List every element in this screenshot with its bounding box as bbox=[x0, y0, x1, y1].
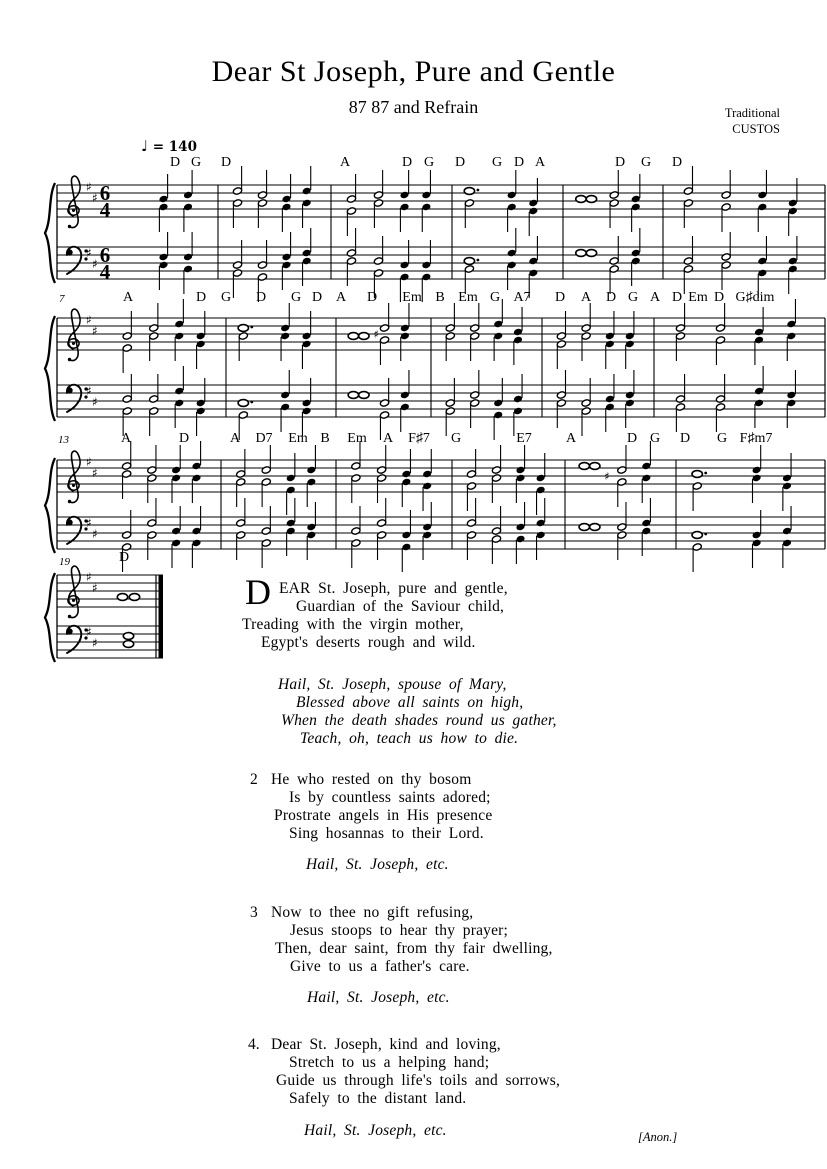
key-signature-sharp: ♯ bbox=[92, 527, 98, 541]
measure-number: 13 bbox=[58, 434, 69, 446]
chord-label: D bbox=[255, 290, 267, 305]
verse2-refrain-ref: Hail, St. Joseph, etc. bbox=[306, 856, 449, 873]
verse2-line: Is by countless saints adored; bbox=[289, 789, 491, 806]
chord-label: G bbox=[627, 290, 639, 305]
chord-label: F♯m7 bbox=[739, 431, 773, 446]
key-signature-sharp: ♯ bbox=[86, 455, 92, 469]
chord-label: A bbox=[534, 155, 546, 170]
verse2-number: 2 bbox=[250, 771, 258, 788]
verse1-line: Guardian of the Saviour child, bbox=[296, 598, 505, 615]
chord-label: D bbox=[626, 431, 638, 446]
chord-label: D bbox=[513, 155, 525, 170]
chord-label: A bbox=[229, 431, 241, 446]
chord-label: A bbox=[565, 431, 577, 446]
chord-label: Em bbox=[458, 290, 478, 305]
verse2-line: Sing hosannas to their Lord. bbox=[289, 825, 484, 842]
verse3-line: Jesus stoops to hear thy prayer; bbox=[290, 922, 509, 939]
key-signature-sharp: ♯ bbox=[86, 384, 92, 398]
treble-clef-icon bbox=[69, 451, 80, 502]
chord-label: D bbox=[401, 155, 413, 170]
quarter-note-icon: ♩ bbox=[141, 137, 149, 155]
chord-label: D bbox=[195, 290, 207, 305]
key-signature-sharp: ♯ bbox=[86, 516, 92, 530]
chord-label: D bbox=[311, 290, 323, 305]
chord-label: B bbox=[435, 290, 445, 305]
treble-clef-icon bbox=[69, 566, 80, 617]
verse1-line: Egypt's deserts rough and wild. bbox=[261, 634, 476, 651]
key-signature-sharp: ♯ bbox=[92, 395, 98, 409]
treble-clef-icon bbox=[69, 309, 80, 360]
key-signature-sharp: ♯ bbox=[86, 180, 92, 194]
key-signature-sharp: ♯ bbox=[92, 466, 98, 480]
chord-label: D bbox=[169, 155, 181, 170]
chord-label: Em bbox=[288, 431, 308, 446]
chord-label: G bbox=[290, 290, 302, 305]
chord-label: A bbox=[339, 155, 351, 170]
verse3-line: Now to thee no gift refusing, bbox=[271, 904, 474, 921]
verse3-refrain-ref: Hail, St. Joseph, etc. bbox=[307, 989, 450, 1006]
chord-label: D bbox=[366, 290, 378, 305]
verse4-number: 4. bbox=[248, 1036, 260, 1053]
verse4-line: Guide us through life's toils and sorrows, bbox=[276, 1072, 561, 1089]
key-signature-sharp: ♯ bbox=[92, 324, 98, 338]
chord-label: D bbox=[671, 155, 683, 170]
accidental-sharp: ♯ bbox=[604, 470, 610, 483]
grand-staff-system bbox=[45, 299, 825, 440]
accidental-sharp: ♯ bbox=[373, 328, 379, 341]
verse1-line: Treading with the virgin mother, bbox=[242, 616, 464, 633]
verse4-refrain-ref: Hail, St. Joseph, etc. bbox=[304, 1122, 447, 1139]
chord-label: D bbox=[220, 155, 232, 170]
chord-label: G bbox=[423, 155, 435, 170]
verse4-line: Stretch to us a helping hand; bbox=[289, 1054, 490, 1071]
chord-label: D bbox=[454, 155, 466, 170]
chord-label: G bbox=[489, 290, 501, 305]
key-signature-sharp: ♯ bbox=[86, 570, 92, 584]
system-brace bbox=[45, 316, 55, 421]
chord-label: D7 bbox=[255, 431, 273, 446]
chord-label: G bbox=[220, 290, 232, 305]
chord-label: F♯7 bbox=[408, 431, 430, 446]
chord-label: G bbox=[491, 155, 503, 170]
credit-custos: CUSTOS bbox=[732, 122, 780, 136]
chord-label: Em bbox=[402, 290, 422, 305]
system-brace bbox=[45, 573, 55, 662]
chord-label: Em bbox=[688, 290, 708, 305]
meter-subtitle: 87 87 and Refrain bbox=[348, 97, 479, 117]
chord-label: D bbox=[118, 550, 130, 565]
chord-label: A bbox=[382, 431, 394, 446]
key-signature-sharp: ♯ bbox=[86, 313, 92, 327]
key-signature-sharp: ♯ bbox=[86, 625, 92, 639]
chord-label: A bbox=[335, 290, 347, 305]
measure-number: 19 bbox=[59, 556, 70, 568]
grand-staff-system bbox=[45, 441, 825, 572]
chord-label: A bbox=[120, 431, 132, 446]
verse1-dropcap: D bbox=[245, 572, 271, 612]
chord-label: B bbox=[320, 431, 330, 446]
grand-staff-system bbox=[45, 166, 825, 302]
key-signature-sharp: ♯ bbox=[86, 246, 92, 260]
refrain-line: Blessed above all saints on high, bbox=[296, 694, 524, 711]
chord-label: A bbox=[580, 290, 592, 305]
key-signature-sharp: ♯ bbox=[92, 581, 98, 595]
chord-label: D bbox=[713, 290, 725, 305]
time-signature: 4 bbox=[99, 198, 111, 222]
chord-label: G♯dim bbox=[735, 290, 775, 305]
measure-number: 7 bbox=[59, 293, 65, 305]
chord-label: D bbox=[614, 155, 626, 170]
chord-label: A bbox=[649, 290, 661, 305]
chord-label: D bbox=[554, 290, 566, 305]
chord-label: D bbox=[178, 431, 190, 446]
verse4-line: Dear St. Joseph, kind and loving, bbox=[271, 1036, 501, 1053]
verse4-line: Safely to the distant land. bbox=[289, 1090, 467, 1107]
chord-label: Em bbox=[347, 431, 367, 446]
verse3-number: 3 bbox=[250, 904, 258, 921]
tempo-marking bbox=[141, 137, 197, 155]
chord-label: A bbox=[122, 290, 134, 305]
refrain-line: When the death shades round us gather, bbox=[281, 712, 557, 729]
system-brace bbox=[45, 458, 55, 553]
key-signature-sharp: ♯ bbox=[92, 636, 98, 650]
chord-label: D bbox=[605, 290, 617, 305]
verse2-line: He who rested on thy bosom bbox=[271, 771, 472, 788]
tempo-value: = 140 bbox=[152, 139, 197, 155]
key-signature-sharp: ♯ bbox=[92, 257, 98, 271]
chord-label: G bbox=[190, 155, 202, 170]
chord-label: G bbox=[716, 431, 728, 446]
chord-label: G bbox=[450, 431, 462, 446]
credit-traditional: Traditional bbox=[724, 106, 780, 120]
chord-label: G bbox=[649, 431, 661, 446]
chord-label: D bbox=[671, 290, 683, 305]
verse3-line: Give to us a father's care. bbox=[290, 958, 470, 975]
refrain-line: Teach, oh, teach us how to die. bbox=[300, 730, 519, 747]
verse1-line: EAR St. Joseph, pure and gentle, bbox=[279, 580, 508, 597]
chord-label: A7 bbox=[513, 290, 531, 305]
chord-label: D bbox=[679, 431, 691, 446]
refrain-line: Hail, St. Joseph, spouse of Mary, bbox=[278, 676, 507, 693]
verse3-line: Then, dear saint, from thy fair dwelling, bbox=[275, 940, 553, 957]
chord-label: E7 bbox=[516, 431, 532, 446]
treble-clef-icon bbox=[69, 176, 80, 227]
attribution: [Anon.] bbox=[638, 1130, 678, 1144]
verse2-line: Prostrate angels in His presence bbox=[274, 807, 493, 824]
grand-staff-system bbox=[45, 566, 163, 662]
time-signature: 6 bbox=[99, 181, 111, 205]
time-signature: 6 bbox=[99, 243, 111, 267]
system-brace bbox=[45, 183, 55, 283]
key-signature-sharp: ♯ bbox=[92, 191, 98, 205]
chord-label: G bbox=[640, 155, 652, 170]
page-title: Dear St Joseph, Pure and Gentle bbox=[211, 55, 616, 88]
time-signature: 4 bbox=[99, 260, 111, 284]
